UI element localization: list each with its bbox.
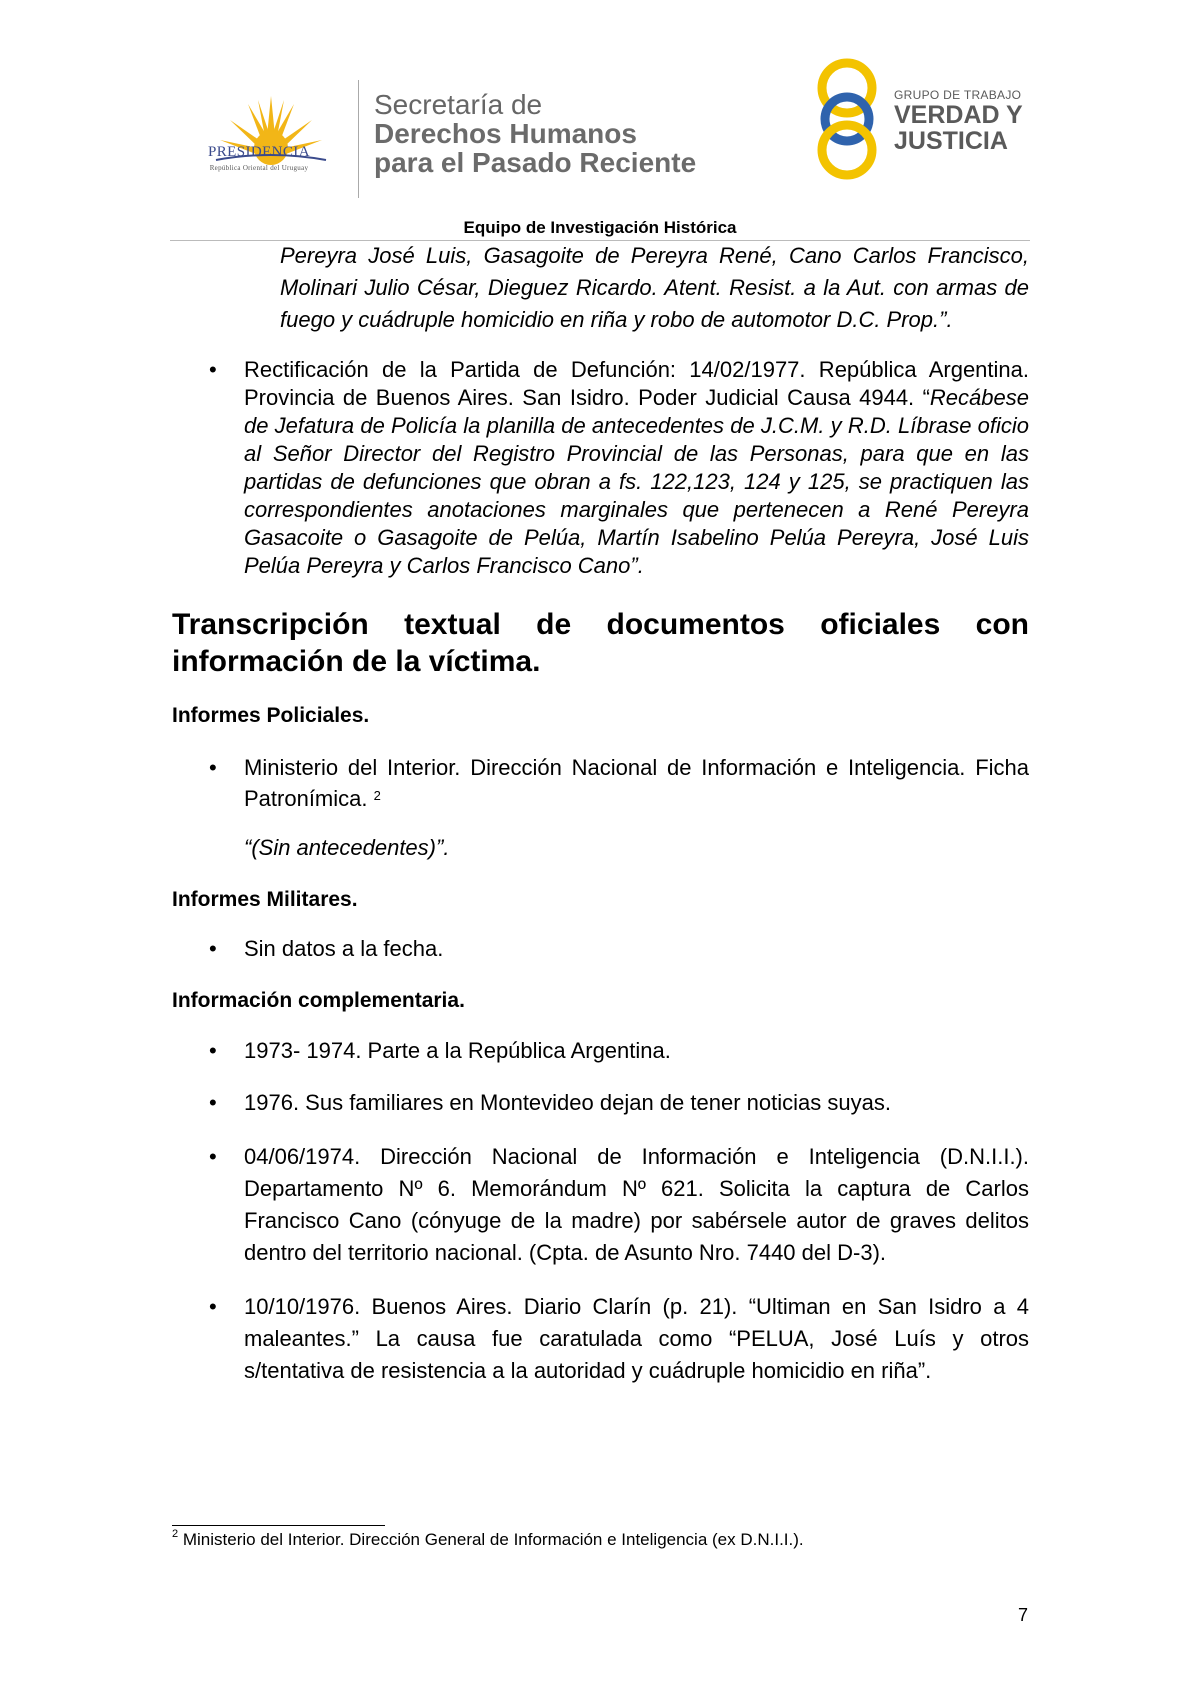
gtvj-line-2: JUSTICIA xyxy=(894,127,1008,155)
gtvj-line-1: VERDAD Y xyxy=(894,101,1023,129)
section-title: Transcripción textual de documentos oficiales con información de la víctima. xyxy=(172,608,1029,678)
list-item xyxy=(172,1037,1029,1065)
bullet-icon: • xyxy=(209,755,217,780)
list-item-militares xyxy=(172,935,1029,963)
page-content xyxy=(172,240,1029,1387)
verdad-justicia-rings-icon xyxy=(812,56,882,182)
footnote-text: Ministerio del Interior. Dirección General de Información e Inteligencia (ex D.N.I.I.). xyxy=(182,1530,804,1549)
militares-heading: Informes Militares. xyxy=(172,888,358,911)
header-caption: Equipo de Investigación Histórica xyxy=(463,218,737,237)
complementaria-heading: Información complementaria. xyxy=(172,989,465,1012)
footnote-number: 2 xyxy=(172,1528,179,1540)
list-item-policiales xyxy=(172,752,1029,814)
complementaria-item-text: 04/06/1974. Dirección Nacional de Información e Inteligencia (D.N.I.I.). Departamento Nº 6. Memorándum Nº 621. Solicita la captura de Carlos Francisco Cano (cónyuge de la madre) por sabérsele autor de graves delitos dentro del territorio nacional. (Cpta. de Asunto Nro. 7440 del D-3). xyxy=(244,1144,1029,1265)
bullet-icon: • xyxy=(209,1090,217,1115)
complementaria-item-text: 1973- 1974. Parte a la República Argentina. xyxy=(244,1038,671,1063)
secretaria-line-3: para el Pasado Reciente xyxy=(374,147,697,178)
footnote xyxy=(172,1530,804,1550)
rectificacion-quote: Recábese de Jefatura de Policía la planilla de antecedentes de J.C.M. y R.D. Líbrase oficio al Señor Director del Registro Provincial de las Personas, para que en las partidas de defunciones que obran a fs. 122,123, 124 y 125, se practiquen las correspondientes anotaciones marginales que pertenecen a René Pereyra Gasacoite o Gasagoite de Pelúa, Martín Isabelino Pelúa Pereyra, José Luis Pelúa Pereyra y Carlos Francisco Cano”. xyxy=(244,385,1029,578)
list-item xyxy=(172,1141,1029,1269)
page-number: 7 xyxy=(1018,1605,1029,1625)
complementaria-item-text: 1976. Sus familiares en Montevideo dejan de tener noticias suyas. xyxy=(244,1090,891,1115)
list-item xyxy=(172,1291,1029,1387)
verdad-justicia-text xyxy=(894,88,1023,154)
policiales-quote: “(Sin antecedentes)”. xyxy=(244,835,450,860)
secretaria-title xyxy=(374,90,696,177)
militares-item: Sin datos a la fecha. xyxy=(244,936,444,961)
footnote-rule xyxy=(172,1525,385,1526)
page-header xyxy=(170,50,1030,200)
bullet-icon: • xyxy=(209,1294,217,1319)
rectificacion-lead: Rectificación de la Partida de Defunción: 14/02/1977. República Argentina. Provincia de Buenos Aires. San Isidro. Poder Judicial Causa 4944. “ xyxy=(244,357,1029,410)
footnote-ref: 2 xyxy=(373,788,381,803)
policiales-item: Ministerio del Interior. Dirección Nacional de Información e Inteligencia. Ficha Patronímica. xyxy=(244,755,1029,811)
policiales-heading: Informes Policiales. xyxy=(172,704,370,727)
bullet-icon: • xyxy=(209,1144,217,1169)
secretaria-line-2: Derechos Humanos xyxy=(374,118,637,149)
gtvj-small: GRUPO DE TRABAJO xyxy=(894,88,1022,102)
bullet-icon: • xyxy=(209,936,217,961)
bullet-icon: • xyxy=(209,1038,217,1063)
list-item-rectificacion xyxy=(172,356,1029,580)
secretaria-line-1: Secretaría de xyxy=(374,89,543,120)
header-divider xyxy=(358,80,359,198)
list-item xyxy=(172,1089,1029,1117)
sun-logo-icon xyxy=(196,78,346,198)
quote-continuation: Pereyra José Luis, Gasagoite de Pereyra René, Cano Carlos Francisco, Molinari Julio César, Dieguez Ricardo. Atent. Resist. a la Aut. con armas de fuego y cuádruple homicidio en riña y robo de automotor D.C. Prop.”. xyxy=(280,243,1029,332)
complementaria-item-text: 10/10/1976. Buenos Aires. Diario Clarín (p. 21). “Ultiman en San Isidro a 4 maleantes.” La causa fue caratulada como “PELUA, José Luís y otros s/tentativa de resistencia a la autoridad y cuádruple homicidio en riña”. xyxy=(244,1294,1029,1383)
presidencia-label: PRESIDENCIA xyxy=(208,144,310,160)
presidencia-subtitle: República Oriental del Uruguay xyxy=(209,164,309,172)
bullet-icon: • xyxy=(209,357,217,382)
